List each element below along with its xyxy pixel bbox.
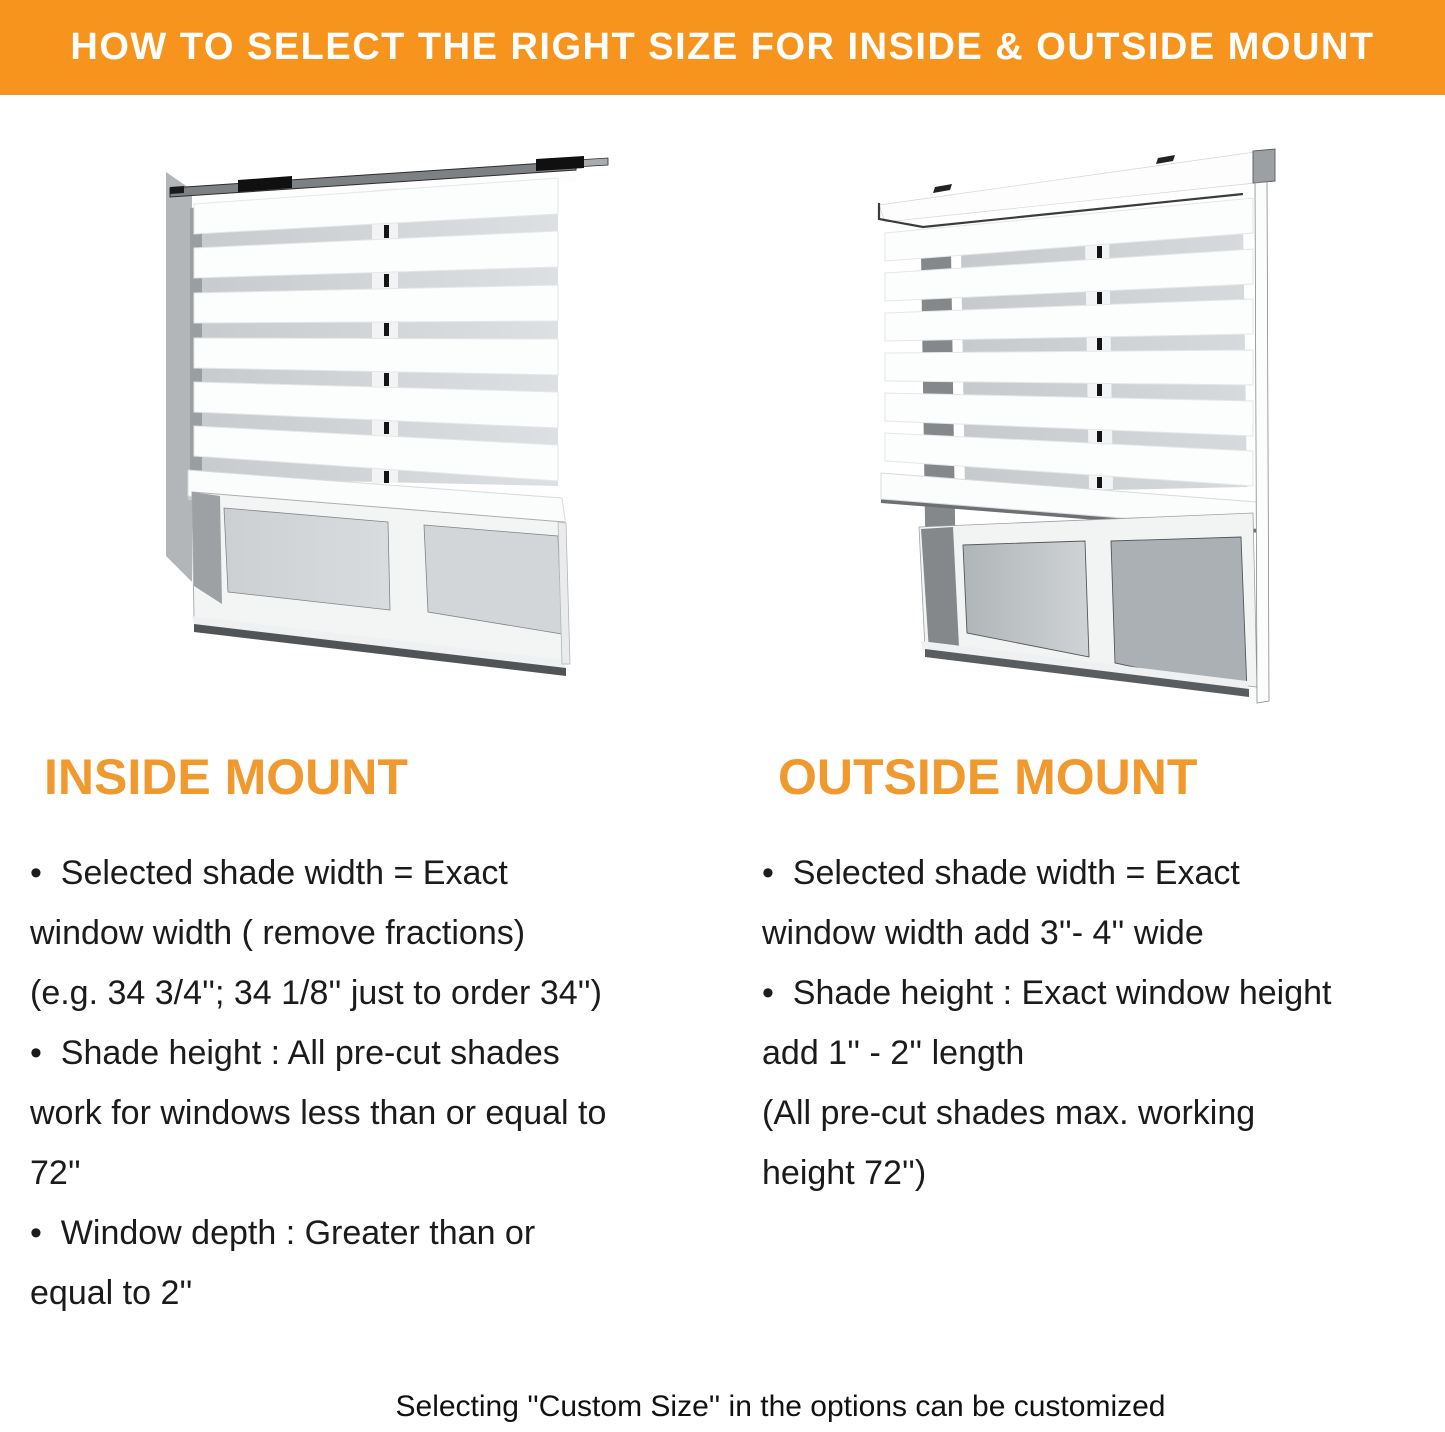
left-glass-pane-left (224, 508, 390, 610)
outside-mount-illustration (855, 125, 1375, 725)
outside-mount-heading: OUTSIDE MOUNT (778, 749, 1198, 805)
inside-mount-illustration (140, 130, 660, 710)
note-line: • Shade height : All pre-cut shades (30, 1034, 560, 1072)
inside-mount-heading: INSIDE MOUNT (44, 749, 408, 805)
note-line: window width ( remove fractions) (30, 914, 526, 952)
note-line: • Selected shade width = Exact (762, 854, 1240, 892)
note-line: window width add 3''- 4'' wide (762, 914, 1204, 952)
right-mount-bracket (1253, 149, 1275, 183)
note-line: (e.g. 34 3/4''; 34 1/8'' just to order 34'') (30, 974, 602, 1012)
right-lower-window (919, 513, 1257, 697)
note-line: add 1'' - 2'' length (762, 1034, 1025, 1072)
note-line: • Window depth : Greater than or (30, 1214, 536, 1252)
note-line: (All pre-cut shades max. working (762, 1094, 1256, 1132)
banner-title: HOW TO SELECT THE RIGHT SIZE FOR INSIDE & OUTSIDE MOUNT (70, 26, 1375, 68)
right-side-rail (1255, 182, 1269, 703)
left-lower-window (192, 492, 570, 676)
note-line: • Shade height : Exact window height (762, 974, 1332, 1012)
note-line: equal to 2'' (30, 1274, 193, 1312)
header-banner (0, 0, 1445, 95)
note-line: height 72'') (762, 1154, 927, 1192)
custom-size-note: Selecting ''Custom Size'' in the options can be customized (395, 1390, 1166, 1423)
note-line: • Selected shade width = Exact (30, 854, 508, 892)
note-line: 72'' (30, 1154, 81, 1192)
inside-mount-notes (30, 843, 720, 1323)
outside-mount-notes (762, 843, 1445, 1203)
note-line: work for windows less than or equal to (30, 1094, 607, 1132)
